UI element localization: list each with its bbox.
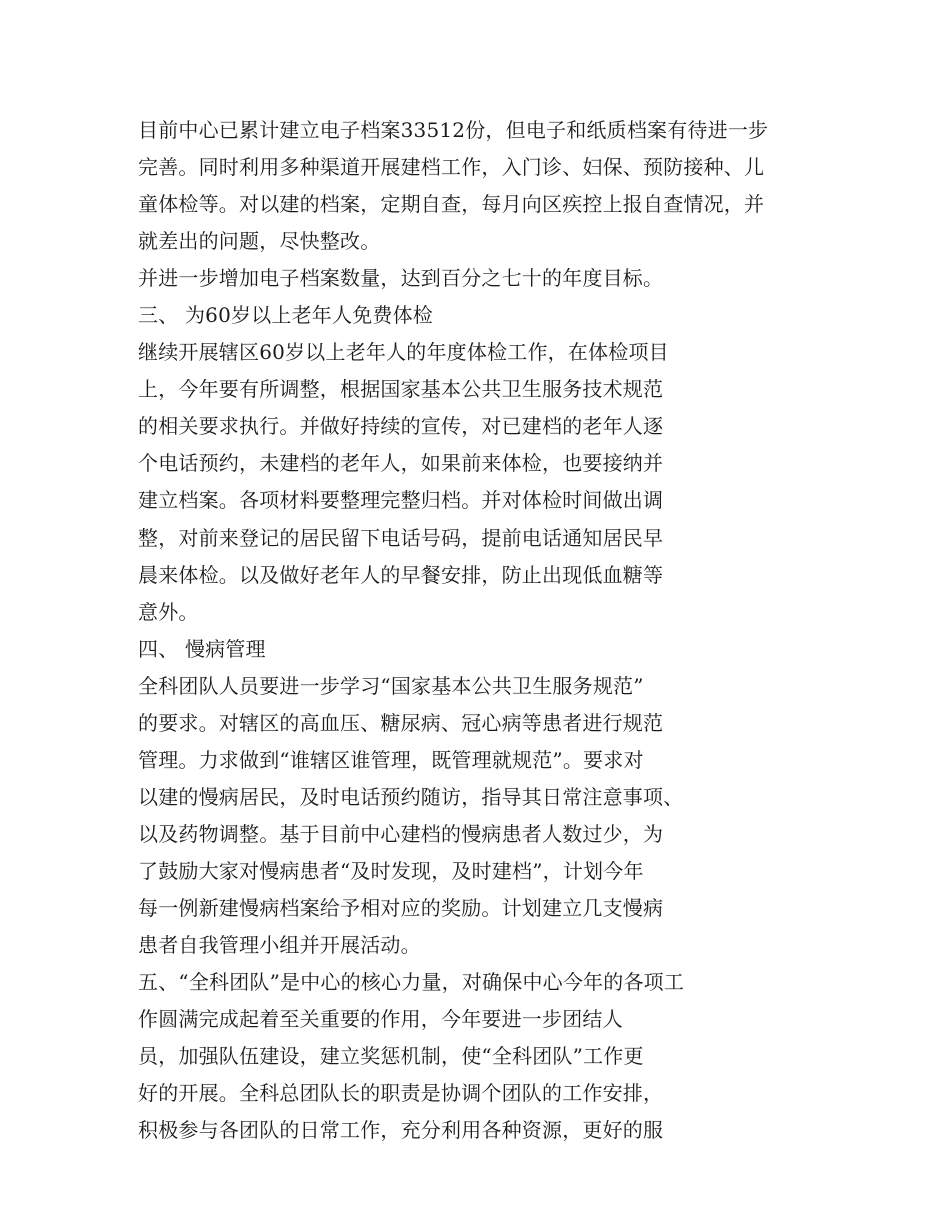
text-line: 整，对前来登记的居民留下电话号码，提前电话通知居民早 <box>138 525 664 550</box>
text-line: 建立档案。各项材料要整理完整归档。并对体检时间做出调 <box>138 488 664 513</box>
text-line: 上，今年要有所调整，根据国家基本公共卫生服务技术规范 <box>138 377 664 402</box>
text-line: 就差出的问题，尽快整改。 <box>138 229 381 254</box>
section-heading: 四、 慢病管理 <box>138 636 266 661</box>
text-line: 童体检等。对以建的档案，定期自查，每月向区疾控上报自查情况，并 <box>138 192 765 217</box>
text-line: 员，加强队伍建设，建立奖惩机制，使“全科团队”工作更 <box>138 1044 644 1069</box>
text-line: 个电话预约，未建档的老年人，如果前来体检，也要接纳并 <box>138 451 664 476</box>
text-line: 每一例新建慢病档案给予相对应的奖励。计划建立几支慢病 <box>138 895 664 920</box>
text-line: 作圆满完成起着至关重要的作用，今年要进一步团结人 <box>138 1007 623 1032</box>
text-line: 继续开展辖区60岁以上老年人的年度体检工作，在体检项目 <box>138 340 669 365</box>
text-line: 患者自我管理小组并开展活动。 <box>138 933 421 958</box>
text-line: 目前中心已累计建立电子档案33512份，但电子和纸质档案有待进一步 <box>138 118 769 142</box>
section-heading: 五、“全科团队”是中心的核心力量，对确保中心今年的各项工 <box>138 970 685 995</box>
text-line: 晨来体检。以及做好老年人的早餐安排，防止出现低血糖等 <box>138 562 664 587</box>
text-line: 完善。同时利用多种渠道开展建档工作，入门诊、妇保、预防接种、儿 <box>138 155 765 180</box>
text-line: 的要求。对辖区的高血压、糖尿病、冠心病等患者进行规范 <box>138 710 664 735</box>
document-body <box>138 112 828 1149</box>
text-line: 以及药物调整。基于目前中心建档的慢病患者人数过少，为 <box>138 821 664 846</box>
section-heading: 三、 为60岁以上老年人免费体检 <box>138 303 434 328</box>
text-line: 全科团队人员要进一步学习“国家基本公共卫生服务规范” <box>138 673 644 698</box>
text-line: 管理。力求做到“谁辖区谁管理，既管理就规范”。要求对 <box>138 747 644 772</box>
text-line: 以建的慢病居民，及时电话预约随访，指导其日常注意事项、 <box>138 784 684 809</box>
text-line: 的相关要求执行。并做好持续的宣传，对已建档的老年人逐 <box>138 414 664 439</box>
text-line: 并进一步增加电子档案数量，达到百分之七十的年度目标。 <box>138 266 664 291</box>
text-line: 好的开展。全科总团队长的职责是协调个团队的工作安排， <box>138 1081 664 1106</box>
text-line: 意外。 <box>138 599 199 624</box>
text-line: 了鼓励大家对慢病患者“及时发现，及时建档”，计划今年 <box>138 858 644 883</box>
text-line: 积极参与各团队的日常工作，充分利用各种资源，更好的服 <box>138 1118 664 1143</box>
